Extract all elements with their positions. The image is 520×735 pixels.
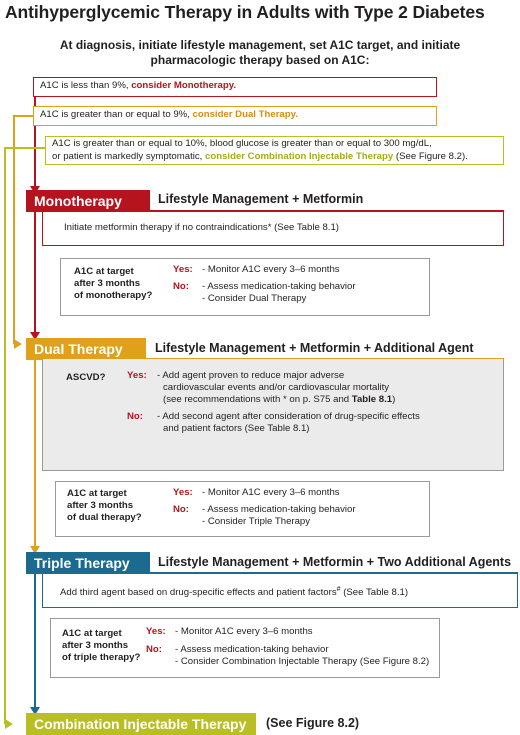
orange-connector-down-1 bbox=[13, 115, 15, 344]
triple-no-answer bbox=[175, 644, 429, 668]
ascvd-no-line-1: - Add second agent after consideration of drug-specific effects bbox=[157, 411, 420, 422]
orange-arrowhead-1 bbox=[14, 339, 22, 349]
green-connector-h bbox=[4, 147, 46, 149]
dual-q-line-2: after 3 months bbox=[67, 500, 134, 511]
criterion-mono-action: consider Monotherapy. bbox=[131, 80, 237, 91]
page-title: Antihyperglycemic Therapy in Adults with Type 2 Diabetes bbox=[5, 2, 485, 22]
criterion-combo-action: consider Combination Injectable Therapy bbox=[205, 150, 394, 162]
criterion-dual-text: A1C is greater than or equal to 9%, bbox=[40, 109, 193, 120]
triple-therapy-banner: Triple Therapy bbox=[26, 552, 150, 574]
intro-text bbox=[0, 38, 520, 68]
orange-connector-down-2 bbox=[34, 359, 36, 549]
combination-injectable-ref: (See Figure 8.2) bbox=[266, 716, 360, 730]
ascvd-yes-line-1: - Add agent proven to reduce major adverse bbox=[157, 370, 345, 381]
mono-q-line-3: of monotherapy? bbox=[74, 290, 153, 301]
combination-injectable-banner: Combination Injectable Therapy bbox=[26, 713, 256, 735]
ascvd-yes-table-ref: Table 8.1 bbox=[351, 394, 393, 405]
triple-q-line-3: of triple therapy? bbox=[62, 652, 141, 663]
dual-q-line-1: A1C at target bbox=[67, 488, 127, 499]
dual-therapy-banner: Dual Therapy bbox=[26, 338, 146, 360]
triple-q-line-1: A1C at target bbox=[62, 628, 122, 639]
ascvd-no-line-2: and patient factors (See Table 8.1) bbox=[163, 423, 310, 434]
green-connector-down-1 bbox=[4, 147, 6, 724]
dual-question bbox=[67, 488, 142, 524]
criterion-combination-therapy bbox=[45, 136, 504, 165]
mono-q-line-1: A1C at target bbox=[74, 266, 134, 277]
ascvd-yes-line-3c: ) bbox=[392, 394, 396, 405]
monotherapy-banner: Monotherapy bbox=[26, 190, 150, 212]
mono-yes-label: Yes: bbox=[173, 264, 193, 275]
ascvd-yes-line-3 bbox=[157, 394, 395, 406]
monotherapy-question bbox=[74, 266, 152, 302]
dual-no-answer bbox=[202, 504, 356, 528]
ascvd-yes-answer bbox=[157, 370, 395, 406]
mono-no-answer bbox=[202, 281, 356, 305]
intro-line-1: At diagnosis, initiate lifestyle management, set A1C target, and initiate bbox=[59, 38, 461, 52]
ascvd-no-label: No: bbox=[127, 411, 143, 422]
mono-no-label: No: bbox=[173, 281, 189, 292]
triple-yes-label: Yes: bbox=[146, 626, 166, 637]
triple-no-line-1: - Assess medication-taking behavior bbox=[175, 644, 329, 655]
blue-connector-down bbox=[34, 573, 36, 710]
dual-q-line-3: of dual therapy? bbox=[67, 512, 142, 523]
orange-connector-h bbox=[13, 115, 34, 117]
ascvd-yes-line-3a: (see recommendations with * on p. S75 and bbox=[163, 394, 352, 405]
mono-yes-answer: - Monitor A1C every 3–6 months bbox=[202, 264, 340, 275]
triple-therapy-heading: Lifestyle Management + Metformin + Two Additional Agents bbox=[158, 555, 512, 569]
dual-yes-answer: - Monitor A1C every 3–6 months bbox=[202, 487, 340, 498]
triple-therapy-instruction bbox=[60, 584, 408, 600]
mono-q-line-2: after 3 months bbox=[74, 278, 141, 289]
triple-q-line-2: after 3 months bbox=[62, 640, 129, 651]
triple-question bbox=[62, 628, 140, 664]
mono-no-line-2: - Consider Dual Therapy bbox=[202, 293, 307, 304]
dual-no-line-1: - Assess medication-taking behavior bbox=[202, 504, 356, 515]
triple-text-b: (See Table 8.1) bbox=[340, 587, 409, 599]
red-connector-down-2 bbox=[34, 211, 36, 336]
dual-yes-label: Yes: bbox=[173, 487, 193, 498]
criterion-dual-action: consider Dual Therapy. bbox=[192, 109, 298, 120]
criterion-monotherapy bbox=[33, 77, 437, 97]
triple-text-sup: # bbox=[336, 586, 341, 593]
triple-yes-answer: - Monitor A1C every 3–6 months bbox=[175, 626, 313, 637]
criterion-combo-text: or patient is markedly symptomatic, bbox=[52, 150, 206, 162]
monotherapy-heading: Lifestyle Management + Metformin bbox=[158, 192, 364, 206]
ascvd-no-answer bbox=[157, 411, 420, 435]
dual-no-label: No: bbox=[173, 504, 189, 515]
triple-no-line-2: - Consider Combination Injectable Therapy (See Figure 8.2) bbox=[175, 656, 430, 667]
green-arrowhead-1 bbox=[5, 719, 13, 729]
criterion-dual-therapy bbox=[33, 106, 437, 126]
triple-no-label: No: bbox=[146, 644, 162, 655]
intro-line-2: pharmacologic therapy based on A1C: bbox=[150, 53, 370, 67]
criterion-combo-line-1: A1C is greater than or equal to 10%, blood glucose is greater than or equal to 300 mg/dL, bbox=[52, 138, 432, 149]
triple-text-a: Add third agent based on drug-specific effects and patient factors bbox=[60, 587, 337, 599]
ascvd-question: ASCVD? bbox=[66, 372, 106, 383]
ascvd-yes-label: Yes: bbox=[127, 370, 147, 381]
mono-no-line-1: - Assess medication-taking behavior bbox=[202, 281, 356, 292]
ascvd-yes-line-2: cardiovascular events and/or cardiovascular mortality bbox=[163, 382, 390, 393]
monotherapy-instruction: Initiate metformin therapy if no contraindications* (See Table 8.1) bbox=[64, 222, 339, 233]
dual-no-line-2: - Consider Triple Therapy bbox=[202, 516, 311, 527]
criterion-mono-text: A1C is less than 9%, bbox=[40, 80, 132, 91]
criterion-combo-ref: (See Figure 8.2). bbox=[393, 150, 468, 162]
dual-therapy-heading: Lifestyle Management + Metformin + Additional Agent bbox=[155, 341, 474, 355]
